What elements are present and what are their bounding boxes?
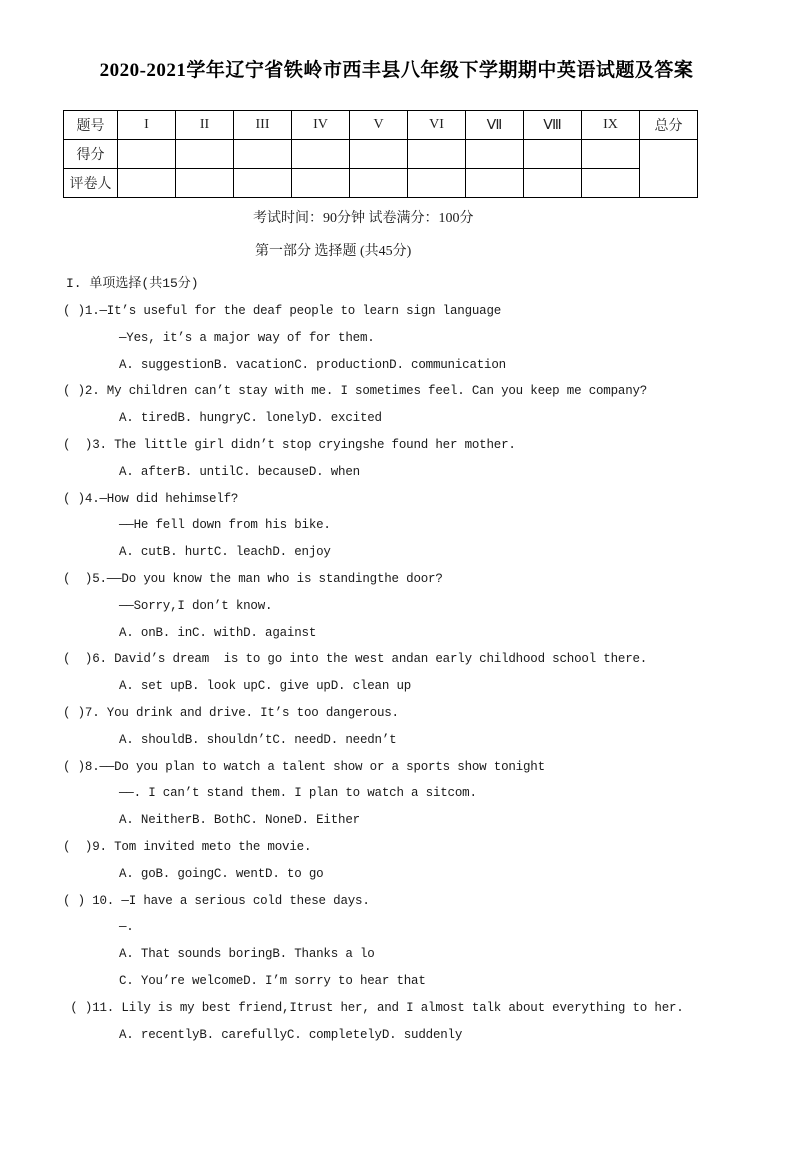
grader-row-label: 评卷人 [64, 169, 118, 198]
score-table-col-3: III [234, 111, 292, 140]
score-table-col-2: II [176, 111, 234, 140]
score-table-col-1: I [118, 111, 176, 140]
question-option-line: A. tiredB. hungryC. lonelyD. excited [119, 411, 382, 426]
question-list [0, 298, 793, 1048]
question-stem-line: ( )1.—It’s useful for the deaf people to learn sign language [63, 304, 502, 318]
score-table-header-label: 题号 [64, 111, 118, 140]
score-table-total-label: 总分 [640, 111, 698, 140]
question-option-line: —. [119, 920, 134, 935]
exam-page [0, 55, 793, 1176]
question-option-line: A. set upB. look upC. give upD. clean up [119, 679, 412, 694]
question-option-line: A. That sounds boringB. Thanks a lo [119, 947, 375, 962]
question-stem-line: ( )4.—How did hehimself? [63, 491, 239, 506]
score-cell-empty [234, 169, 292, 198]
question-stem-line: ( )7. You drink and drive. It’s too dangerous. [63, 705, 399, 720]
score-table-col-6: VI [408, 111, 466, 140]
score-cell-empty [118, 169, 176, 198]
question-option-line: A. recentlyB. carefullyC. completelyD. suddenly [119, 1027, 463, 1042]
question-stem-line: ( )8.——Do you plan to watch a talent show or a sports show tonight [63, 759, 545, 774]
question-stem-line: ( ) 10. —I have a serious cold these days. [63, 893, 370, 908]
score-cell-empty [292, 169, 350, 198]
score-table-col-9: IX [582, 111, 640, 140]
question-stem-line: ( )11. Lily is my best friend,Itrust her, and I almost talk about everything to her. [63, 1000, 684, 1015]
question-stem-line: ( )9. Tom invited meto the movie. [63, 839, 312, 854]
question-stem-line: ( )2. My children can’t stay with me. I sometimes feel. Can you keep me company? [63, 384, 648, 399]
score-cell-empty [524, 169, 582, 198]
question-option-line: A. NeitherB. BothC. NoneD. Either [119, 813, 360, 828]
exam-info: 考试时间：90分钟 试卷满分：100分 [253, 211, 474, 226]
score-cell-empty [582, 169, 640, 198]
page-title: 2020-2021学年辽宁省铁岭市西丰县八年级下学期期中英语试题及答案 [99, 60, 694, 81]
total-score-cell-empty [640, 140, 698, 198]
question-stem-line: ( )5.——Do you know the man who is standingthe door? [63, 571, 443, 586]
score-cell-empty [234, 140, 292, 169]
score-cell-empty [350, 169, 408, 198]
score-cell-empty [176, 140, 234, 169]
score-table-header-row [64, 111, 698, 140]
question-stem-line: ( )3. The little girl didn’t stop cryingshe found her mother. [63, 437, 516, 452]
score-cell-empty [582, 140, 640, 169]
score-cell-empty [524, 140, 582, 169]
score-table-col-5: V [350, 111, 408, 140]
question-option-line: ——. I can’t stand them. I plan to watch a sitcom. [119, 786, 477, 801]
score-cell-empty [176, 169, 234, 198]
score-table-col-7: Ⅶ [466, 111, 524, 140]
score-table [63, 110, 698, 198]
score-row [64, 140, 698, 169]
question-option-line: A. onB. inC. withD. against [119, 625, 317, 640]
score-cell-empty [408, 140, 466, 169]
question-stem-line: ( )6. David’s dream is to go into the west andan early childhood school there. [63, 652, 648, 667]
score-table-col-8: Ⅷ [524, 111, 582, 140]
question-option-line: ——He fell down from his bike. [119, 518, 331, 533]
question-option-line: C. You’re welcomeD. I’m sorry to hear that [119, 973, 426, 988]
question-option-line: A. goB. goingC. wentD. to go [119, 866, 324, 881]
question-option-line: A. cutB. hurtC. leachD. enjoy [119, 545, 331, 560]
score-cell-empty [350, 140, 408, 169]
grader-row [64, 169, 698, 198]
score-cell-empty [118, 140, 176, 169]
score-row-label: 得分 [64, 140, 118, 169]
score-table-col-4: IV [292, 111, 350, 140]
score-cell-empty [292, 140, 350, 169]
question-option-line: A. afterB. untilC. becauseD. when [119, 464, 360, 479]
question-option-line: —Yes, it’s a major way of for them. [119, 330, 375, 345]
score-cell-empty [408, 169, 466, 198]
question-option-line: A. suggestionB. vacationC. productionD. communication [119, 357, 506, 372]
question-option-line: ——Sorry,I don’t know. [119, 598, 273, 613]
part-heading: 第一部分 选择题 (共45分) [255, 244, 412, 259]
score-cell-empty [466, 140, 524, 169]
score-cell-empty [466, 169, 524, 198]
question-option-line: A. shouldB. shouldn’tC. needD. needn’t [119, 732, 397, 747]
section-heading: I. 单项选择(共15分) [66, 276, 199, 291]
